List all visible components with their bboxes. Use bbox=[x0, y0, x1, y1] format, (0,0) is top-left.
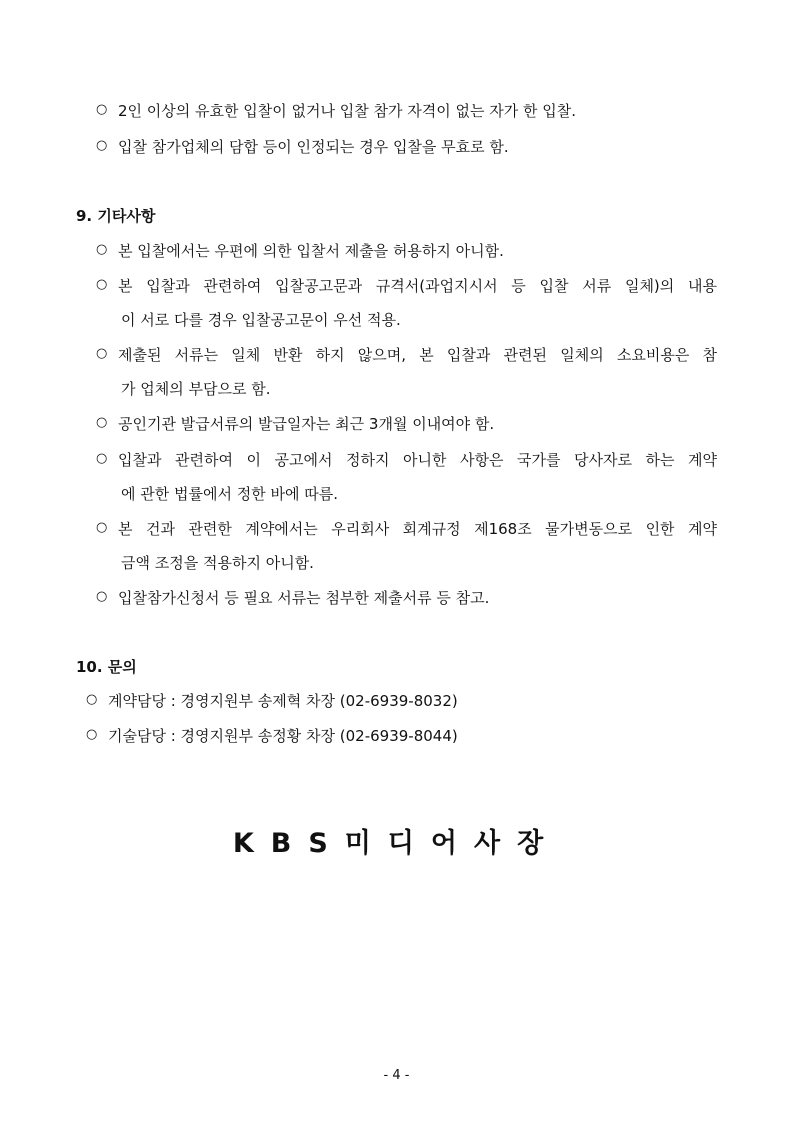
bullet-icon: ○ bbox=[96, 277, 108, 292]
bullet-icon: ○ bbox=[86, 692, 98, 707]
list-item-line: 가 업체의 부담으로 함. bbox=[121, 380, 271, 398]
list-item: 2인 이상의 유효한 입찰이 없거나 입찰 참가 자격이 없는 자가 한 입찰. bbox=[118, 102, 576, 120]
list-item: 입찰 참가업체의 담합 등이 인정되는 경우 입찰을 무효로 함. bbox=[118, 138, 509, 156]
list-item: 공인기관 발급서류의 발급일자는 최근 3개월 이내여야 함. bbox=[118, 415, 495, 433]
list-item-line: 본 입찰과 관련하여 입찰공고문과 규격서(과업지시서 등 입찰 서류 일체)의 내용 bbox=[118, 277, 717, 295]
list-item-line: 이 서로 다를 경우 입찰공고문이 우선 적용. bbox=[121, 311, 401, 329]
bullet-icon: ○ bbox=[96, 520, 108, 535]
list-item: 본 입찰에서는 우편에 의한 입찰서 제출을 허용하지 아니함. bbox=[118, 242, 504, 260]
bullet-icon: ○ bbox=[96, 589, 108, 604]
list-item-line: 에 관한 법률에서 정한 바에 따름. bbox=[121, 485, 338, 503]
list-item-line: 제출된 서류는 일체 반환 하지 않으며, 본 입찰과 관련된 일체의 소요비용은 참 bbox=[118, 346, 717, 364]
bullet-icon: ○ bbox=[96, 346, 108, 361]
bullet-icon: ○ bbox=[86, 727, 98, 742]
bullet-icon: ○ bbox=[96, 242, 108, 257]
contact-item: 계약담당 : 경영지원부 송제혁 차장 (02-6939-8032) bbox=[108, 692, 458, 710]
page-number: - 4 - bbox=[383, 1068, 410, 1083]
bullet-icon: ○ bbox=[96, 102, 108, 117]
bullet-icon: ○ bbox=[96, 451, 108, 466]
bullet-icon: ○ bbox=[96, 415, 108, 430]
list-item: 입찰참가신청서 등 필요 서류는 첨부한 제출서류 등 참고. bbox=[118, 589, 490, 607]
list-item-line: 입찰과 관련하여 이 공고에서 정하지 아니한 사항은 국가를 당사자로 하는 계약 bbox=[118, 451, 717, 469]
section-heading: 9. 기타사항 bbox=[76, 207, 156, 225]
contact-item: 기술담당 : 경영지원부 송정황 차장 (02-6939-8044) bbox=[108, 727, 458, 745]
issuer-signature: KBS미디어사장 bbox=[232, 828, 561, 859]
bullet-icon: ○ bbox=[96, 138, 108, 153]
list-item-line: 금액 조정을 적용하지 아니함. bbox=[121, 554, 314, 572]
list-item-line: 본 건과 관련한 계약에서는 우리회사 회계규정 제168조 물가변동으로 인한 계약 bbox=[118, 520, 717, 538]
section-heading: 10. 문의 bbox=[76, 658, 137, 676]
